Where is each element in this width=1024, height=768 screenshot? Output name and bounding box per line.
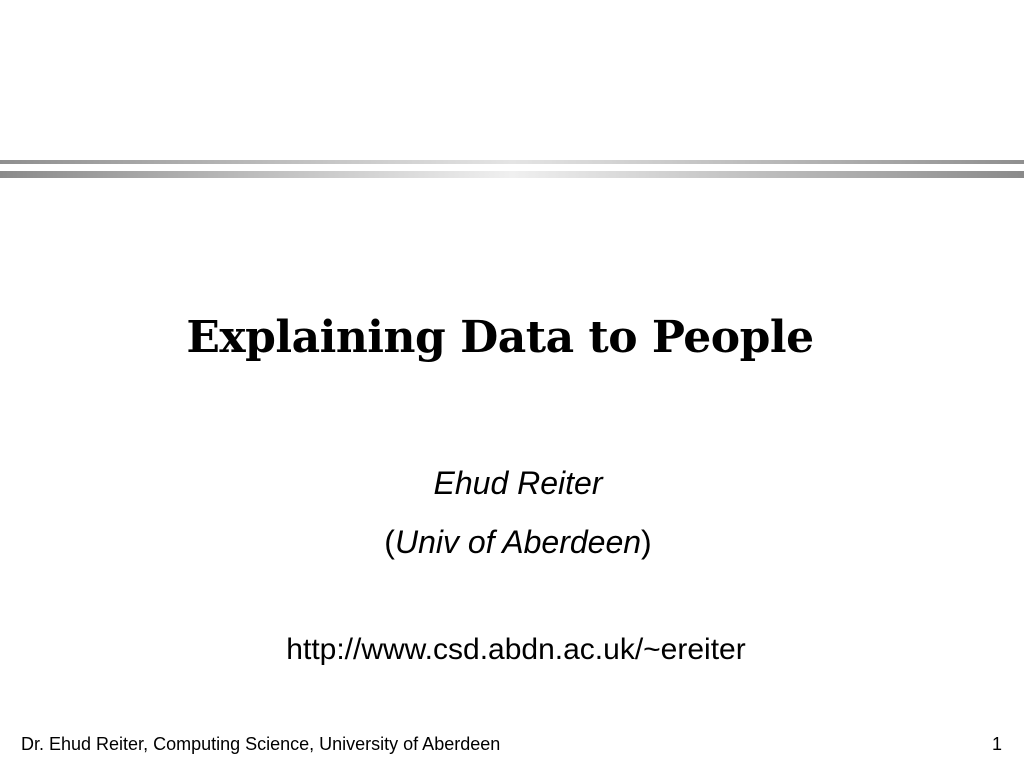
- author-affiliation: [0, 522, 1024, 562]
- author-name: Ehud Reiter: [433, 465, 603, 501]
- author-url: http://www.csd.abdn.ac.uk/~ereiter: [286, 633, 746, 666]
- header-rule-thick: [0, 171, 1024, 178]
- footer-credit: Dr. Ehud Reiter, Computing Science, University of Aberdeen: [21, 734, 501, 754]
- page-number: 1: [991, 734, 1002, 754]
- slide-title: Explaining Data to People: [186, 312, 814, 363]
- header-rule-thin: [0, 160, 1024, 164]
- affiliation-name: Univ of Aberdeen: [394, 524, 642, 560]
- affiliation-open-paren: (: [384, 524, 395, 560]
- affiliation-close-paren: ): [641, 524, 652, 560]
